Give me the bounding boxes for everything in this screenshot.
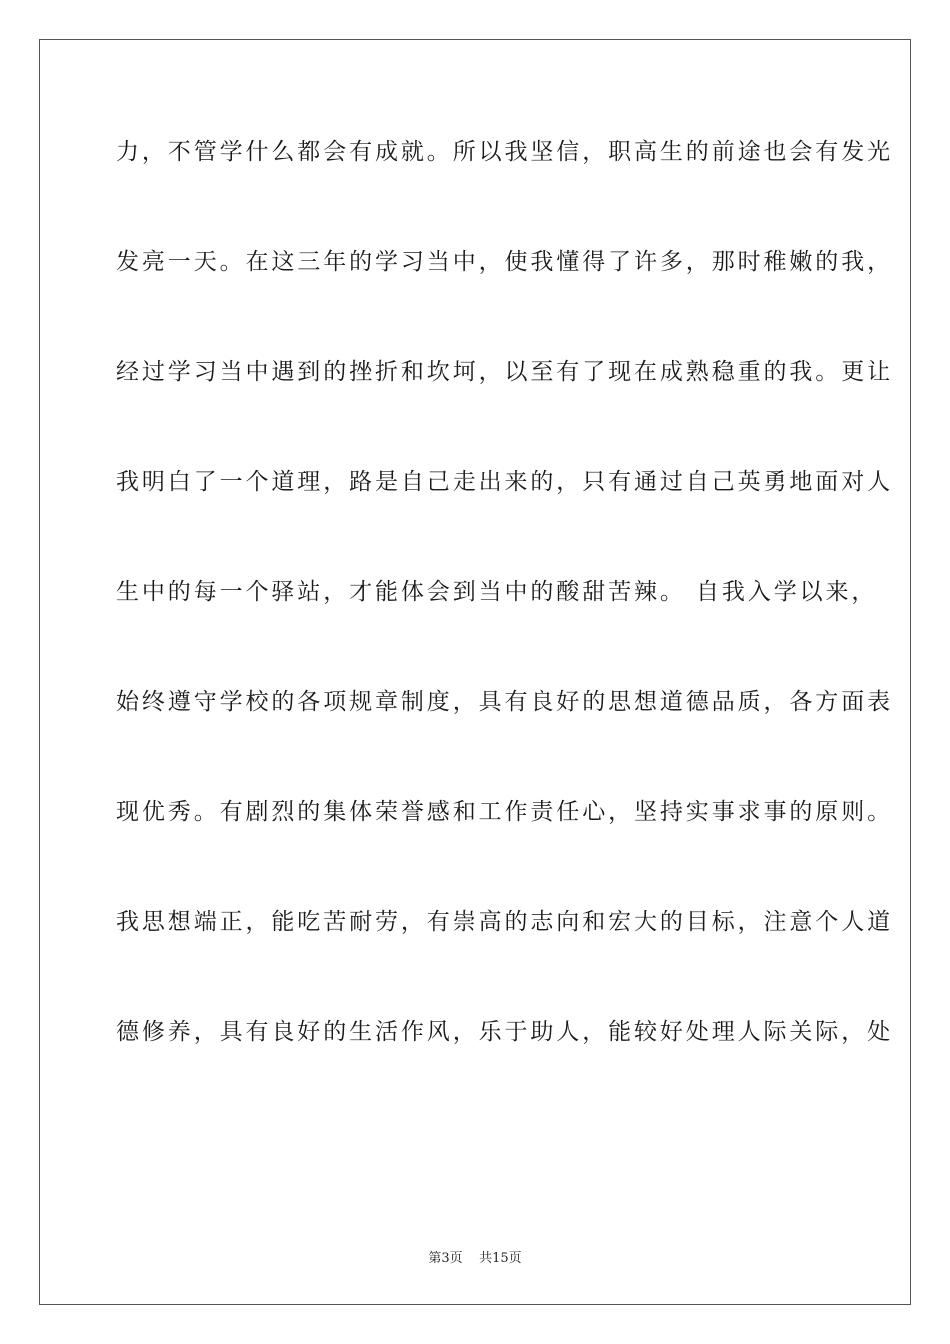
page-footer [0, 1247, 950, 1266]
text-line: 始终遵守学校的各项规章制度，具有良好的思想道德品质，各方面表 [116, 689, 893, 715]
page-total: 共15页 [479, 1251, 522, 1266]
page-number: 第3页 [428, 1251, 463, 1266]
text-line: 生中的每一个驿站，才能体会到当中的酸甜苦辣。 自我入学以来， [116, 579, 878, 605]
text-line: 我思想端正，能吃苦耐劳，有崇高的志向和宏大的目标，注意个人道 [116, 909, 893, 935]
text-line: 发亮一天。在这三年的学习当中，使我懂得了许多，那时稚嫩的我， [116, 249, 893, 275]
text-line: 我明白了一个道理，路是自己走出来的，只有通过自己英勇地面对人 [116, 469, 893, 495]
text-line: 现优秀。有剧烈的集体荣誉感和工作责任心，坚持实事求事的原则。 [116, 799, 893, 825]
text-line: 经过学习当中遇到的挫折和坎坷，以至有了现在成熟稳重的我。更让 [116, 359, 893, 385]
text-line: 德修养，具有良好的生活作风，乐于助人，能较好处理人际关际，处 [116, 1019, 893, 1045]
document-body [116, 128, 893, 1118]
text-line: 力，不管学什么都会有成就。所以我坚信，职高生的前途也会有发光 [116, 139, 893, 165]
